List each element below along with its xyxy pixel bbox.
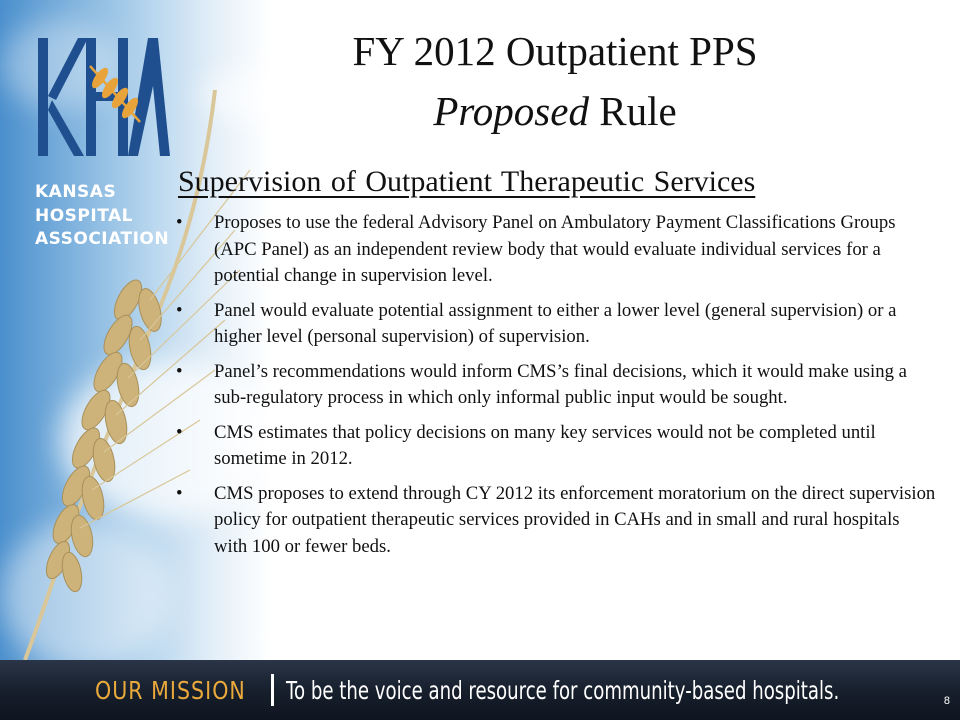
bullet-point-icon: •	[176, 212, 183, 233]
title-rest: Rule	[588, 88, 677, 134]
logo-line-hospital: HOSPITAL	[35, 205, 133, 226]
footer-content	[95, 674, 876, 706]
bullet-text: CMS estimates that policy decisions on many key services would not be completed until sometime in 2012.	[214, 421, 876, 469]
mission-tagline: To be the voice and resource for community-based hospitals.	[286, 675, 840, 705]
mission-footer-bar	[0, 660, 960, 720]
bullet-text: Panel would evaluate potential assignment to either a lower level (general supervision) or a higher level (personal supervision) of supervision.	[214, 299, 897, 347]
section-heading: Supervision of Outpatient Therapeutic Services	[178, 165, 756, 198]
kha-logo-mark	[30, 26, 170, 166]
bullet-item	[176, 298, 936, 351]
title-italic-word: Proposed	[433, 88, 589, 134]
slide-title-line-1: FY 2012 Outpatient PPS	[352, 28, 758, 74]
logo-wordmark	[35, 181, 169, 252]
bullet-text: Proposes to use the federal Advisory Panel on Ambulatory Payment Classifications Groups (APC Panel) as an independent review body that would evaluate individual services for a potential change in supervision level.	[214, 212, 896, 286]
bullet-item	[176, 420, 936, 473]
bullet-list	[176, 210, 936, 568]
bullet-point-icon: •	[176, 299, 183, 321]
bullet-point-icon: •	[176, 482, 183, 504]
kha-logo	[30, 26, 170, 266]
slide-title-line-2	[250, 87, 860, 135]
logo-line-kansas: KANSAS	[35, 182, 117, 202]
bullet-text: CMS proposes to extend through CY 2012 its enforcement moratorium on the direct supervision policy for outpatient therapeutic services provided in CAHs and in small and rural hospitals with 100 or fewer beds.	[214, 482, 936, 557]
footer-divider	[271, 674, 274, 706]
logo-line-association: ASSOCIATION	[35, 229, 170, 249]
bullet-item	[176, 359, 936, 412]
mission-label: OUR MISSION	[95, 675, 246, 705]
bullet-point-icon: •	[176, 421, 183, 443]
bullet-item	[176, 210, 936, 290]
page-number: 8	[943, 695, 950, 707]
bullet-text: Panel’s recommendations would inform CMS’s final decisions, which it would make using a sub-regulatory process in which only informal public input would be sought.	[214, 360, 907, 408]
bullet-item	[176, 481, 936, 561]
bullet-point-icon: •	[176, 360, 183, 382]
